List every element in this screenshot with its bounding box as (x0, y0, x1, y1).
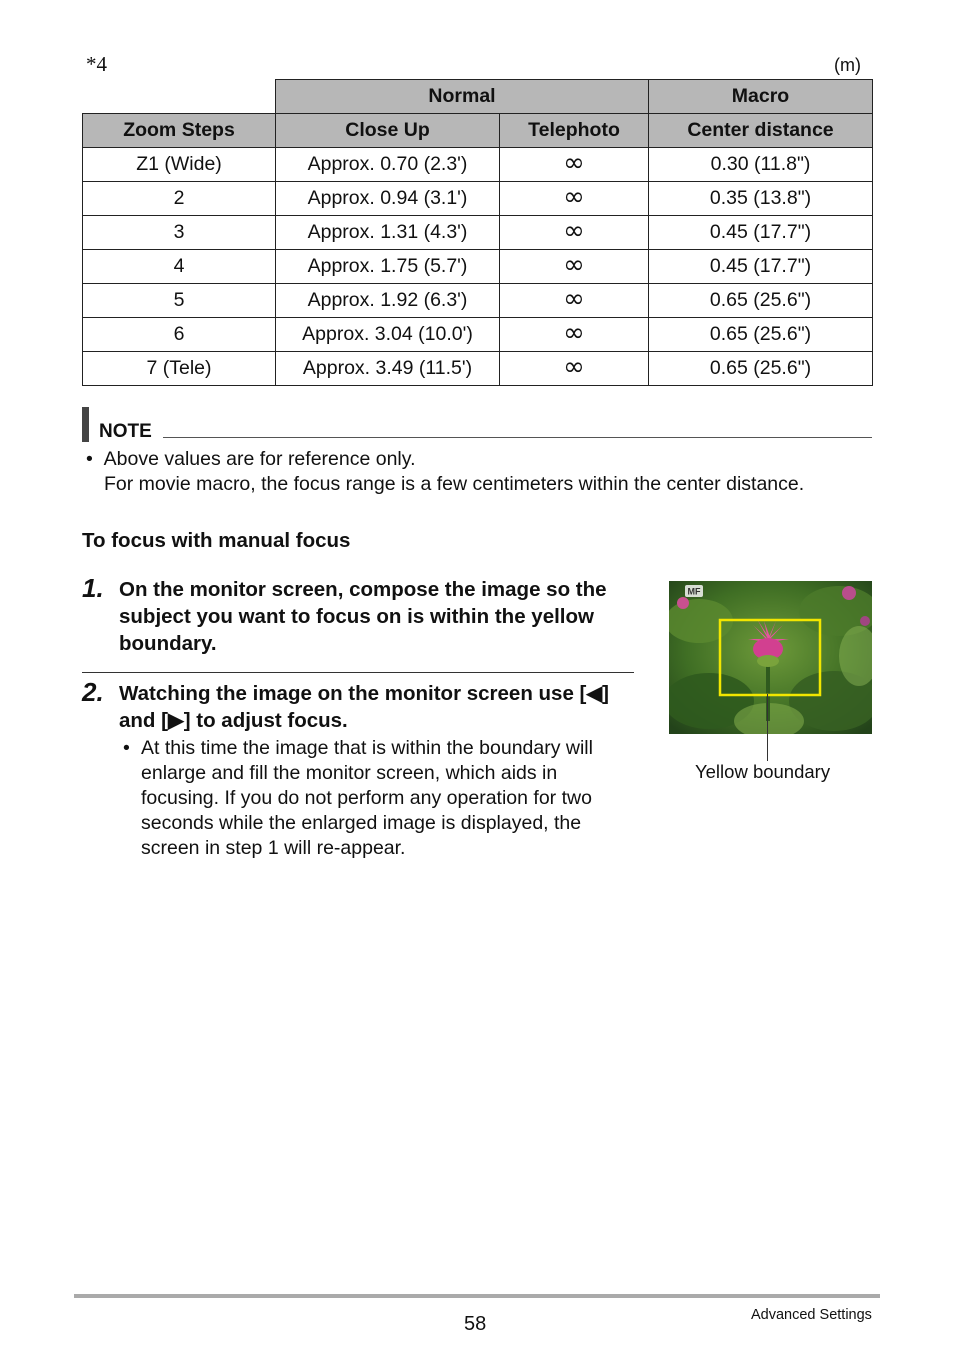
column-header: Zoom Steps (83, 114, 276, 148)
infinity-symbol: ∞ (563, 317, 585, 348)
table-cell: Z1 (Wide) (83, 148, 276, 182)
column-header: Center distance (649, 114, 873, 148)
page-number: 58 (464, 1313, 487, 1335)
group-header-normal: Normal (276, 80, 649, 114)
focus-range-table (82, 79, 873, 386)
table-row (83, 216, 873, 250)
monitor-screen-photo (669, 581, 872, 734)
column-header: Close Up (276, 114, 500, 148)
table-cell: 3 (83, 216, 276, 250)
table-cell: Approx. 3.04 (10.0') (276, 318, 500, 352)
table-cell (500, 284, 649, 318)
table-cell: Approx. 1.92 (6.3') (276, 284, 500, 318)
table-cell: 0.45 (17.7") (649, 250, 873, 284)
table-cell: Approx. 1.75 (5.7') (276, 250, 500, 284)
infinity-symbol: ∞ (563, 249, 585, 280)
table-group-header-row (83, 80, 873, 114)
table-cell: 0.35 (13.8") (649, 182, 873, 216)
table-row (83, 284, 873, 318)
table-column-header-row (83, 114, 873, 148)
infinity-symbol: ∞ (563, 283, 585, 314)
table-cell: 6 (83, 318, 276, 352)
column-header: Telephoto (500, 114, 649, 148)
step-1-text: On the monitor screen, compose the image so the subject you want to focus on is within the yellow boundary. (119, 578, 607, 655)
table-row (83, 148, 873, 182)
table-cell: 0.45 (17.7") (649, 216, 873, 250)
table-cell: Approx. 3.49 (11.5') (276, 352, 500, 386)
table-corner-cell (83, 80, 276, 114)
note-line-1: Above values are for reference only. (103, 448, 416, 470)
table-cell: Approx. 1.31 (4.3') (276, 216, 500, 250)
note-bullet: • (86, 448, 93, 470)
table-cell (500, 250, 649, 284)
table-row (83, 352, 873, 386)
section-title: To focus with manual focus (82, 529, 351, 552)
footer-rule (74, 1294, 880, 1298)
step-2-number: 2. (82, 677, 104, 707)
footnote-mark: *4 (86, 52, 107, 76)
footer-section-name: Advanced Settings (751, 1307, 872, 1323)
table-cell (500, 318, 649, 352)
table-cell (500, 216, 649, 250)
step-2-bullet: • (123, 737, 130, 759)
step-divider (82, 672, 634, 673)
table-cell: 0.65 (25.6") (649, 318, 873, 352)
table-cell: Approx. 0.70 (2.3') (276, 148, 500, 182)
table-cell (500, 182, 649, 216)
table-cell: 0.30 (11.8") (649, 148, 873, 182)
note-label: NOTE (99, 421, 152, 442)
table-cell: 7 (Tele) (83, 352, 276, 386)
table-row (83, 182, 873, 216)
table-cell: 0.65 (25.6") (649, 284, 873, 318)
infinity-symbol: ∞ (563, 181, 585, 212)
table-cell: 2 (83, 182, 276, 216)
table-cell: 4 (83, 250, 276, 284)
step-2-detail-text: At this time the image that is within the boundary will enlarge and fill the monitor screen, which aids in focusing. If you do not perform any operation for two seconds while the enlarged image is displayed, the screen in step 1 will re-appear. (141, 737, 593, 859)
flower-photo-illustration (669, 581, 872, 734)
table-row (83, 250, 873, 284)
infinity-symbol: ∞ (563, 351, 585, 382)
caption-pointer-line (767, 694, 768, 761)
table-cell: Approx. 0.94 (3.1') (276, 182, 500, 216)
mf-badge: MF (687, 586, 701, 597)
note-line-2: For movie macro, the focus range is a few centimeters within the center distance. (104, 473, 805, 495)
unit-label: (m) (834, 55, 861, 75)
note-body (86, 447, 876, 497)
infinity-symbol: ∞ (563, 147, 585, 178)
note-bar-marker (82, 407, 89, 442)
note-divider (163, 437, 872, 438)
step-2-text: Watching the image on the monitor screen use [◀] and [▶] to adjust focus. (119, 682, 609, 732)
table-cell (500, 148, 649, 182)
figure-caption: Yellow boundary (695, 761, 831, 782)
table-cell (500, 352, 649, 386)
infinity-symbol: ∞ (563, 215, 585, 246)
table-cell: 0.65 (25.6") (649, 352, 873, 386)
table-row (83, 318, 873, 352)
group-header-macro: Macro (649, 80, 873, 114)
table-cell: 5 (83, 284, 276, 318)
step-2-detail (119, 736, 619, 861)
step-1-number: 1. (82, 573, 104, 603)
